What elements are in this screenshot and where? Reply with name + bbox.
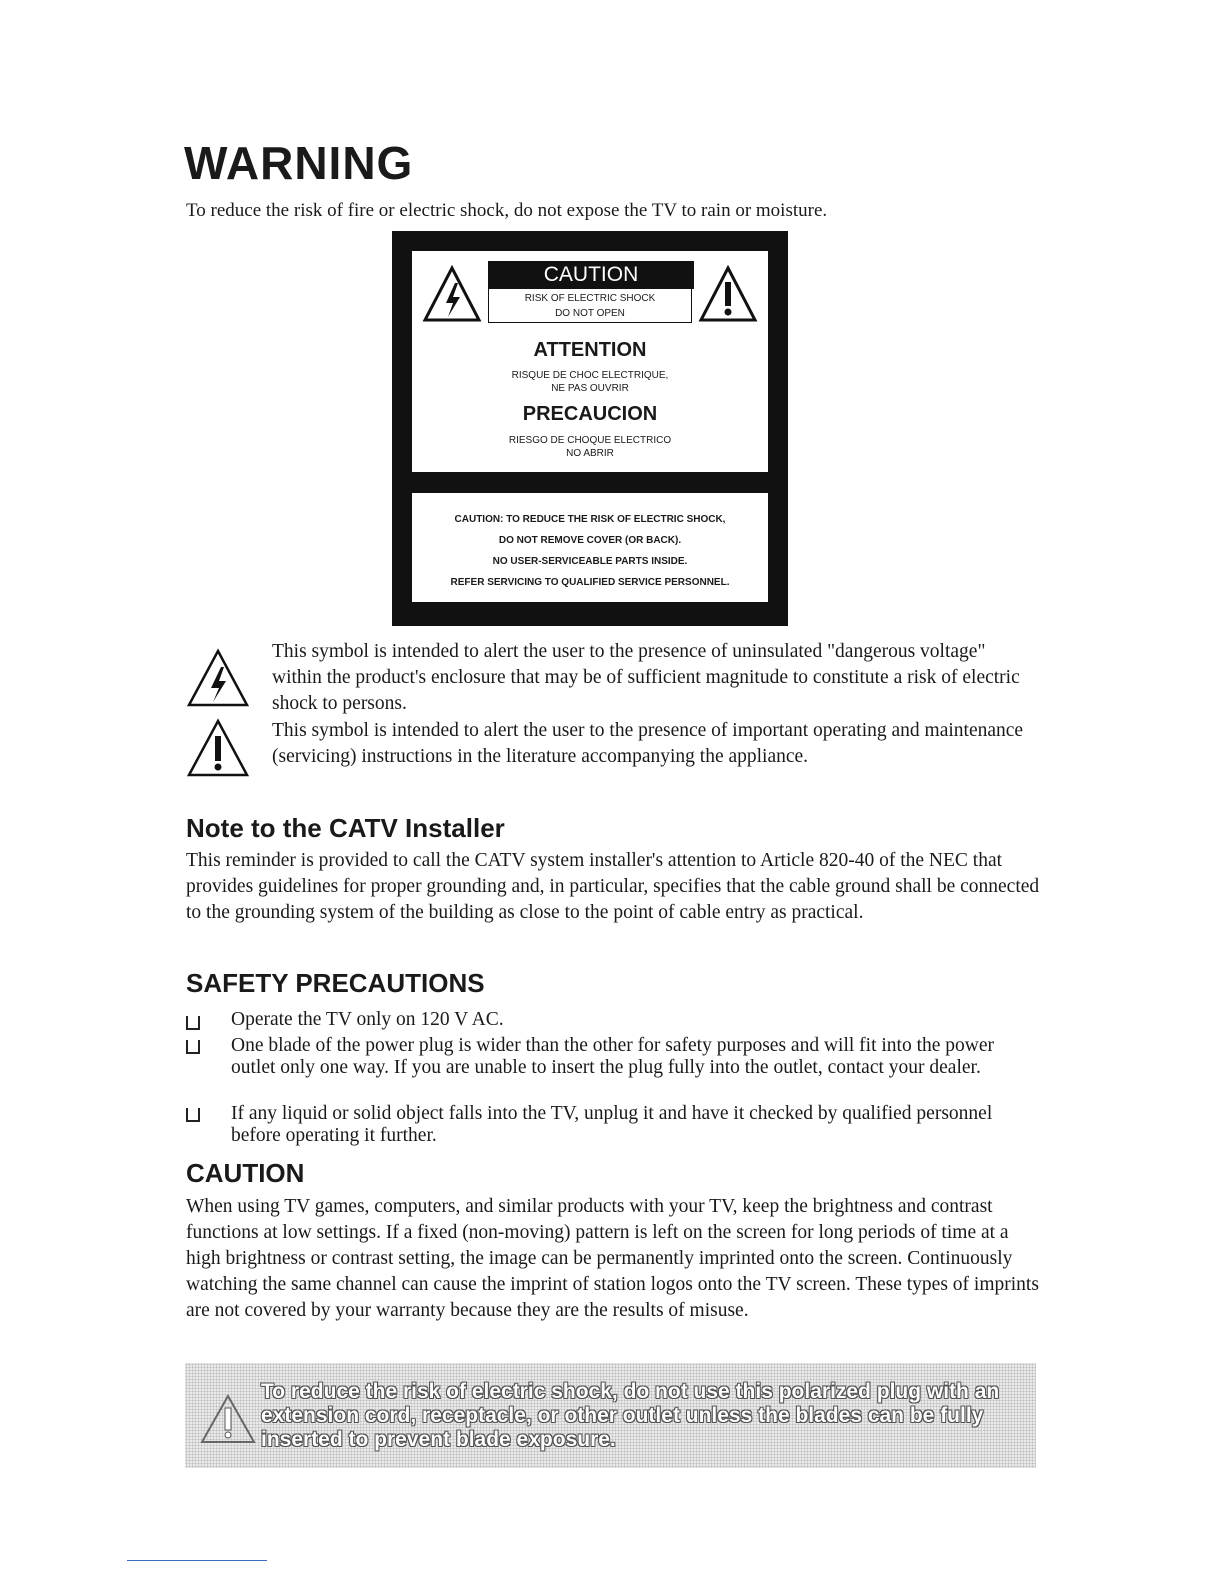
caution-label-top [412,251,768,472]
caution-label-bottom-text: CAUTION: TO REDUCE THE RISK OF ELECTRIC SHOCK, DO NOT REMOVE COVER (OR BACK). NO USER-SERVICEABLE PARTS INSIDE. REFER SERVICING TO QUALIFIED SERVICE PERSONNEL. [450,514,730,588]
caution-heading: CAUTION [186,1158,305,1188]
polarized-plug-banner [185,1363,1036,1468]
precaucion-title: PRECAUCION [522,403,658,425]
checkbox-icon [186,1108,200,1122]
checkbox-icon [186,1040,200,1054]
catv-heading: Note to the CATV Installer [186,813,505,843]
catv-body: This reminder is provided to call the CATV system installer's attention to Article 820-40 of the NEC that provides guidelines for proper grounding and, in particular, specifies that the cable ground shall be connected to the grounding system of the building as close to the point of cable entry as practical. [186,850,1040,923]
caution-body: When using TV games, computers, and similar products with your TV, keep the brightness and contrast functions at low settings. If a fixed (non-moving) pattern is left on the screen for long periods of time at a high brightness or contrast setting, the image can be permanently imprinted onto the screen. Continuously watching the same channel can cause the imprint of station logos onto the TV screen. These types of imprints are not covered by your warranty because they are the results of misuse. [186,1196,1039,1321]
list-item: One blade of the power plug is wider than the other for safety purposes and will fit into the power outlet only one way. If you are unable to insert the plug fully into the outlet, contact your dealer. [231,1035,995,1078]
footer-divider [127,1560,267,1561]
exclamation-warning-icon [186,718,250,778]
lightning-warning-icon [422,265,482,323]
exclamation-warning-icon [698,265,758,323]
exclamation-symbol-text: This symbol is intended to alert the user to the presence of important operating and maintenance (servicing) instructions in the literature accompanying the appliance. [272,720,1024,767]
attention-subtext: RISQUE DE CHOC ELECTRIQUE, NE PAS OUVRIR [511,370,669,394]
checkbox-icon [186,1016,200,1030]
caution-title: CAUTION [488,261,694,289]
list-item: If any liquid or solid object falls into the TV, unplug it and have it checked by qualified personnel before operating it further. [231,1103,993,1146]
attention-title: ATTENTION [533,339,647,361]
caution-label-bottom [412,493,768,602]
safety-heading: SAFETY PRECAUTIONS [186,968,485,998]
list-item: Operate the TV only on 120 V AC. [231,1009,504,1030]
caution-label-box [392,231,788,626]
lightning-warning-icon [186,648,250,708]
exclamation-warning-icon [199,1393,257,1445]
precaucion-subtext: RIESGO DE CHOQUE ELECTRICO NO ABRIR [508,435,672,459]
warning-intro: To reduce the risk of fire or electric shock, do not expose the TV to rain or moisture. [186,200,828,221]
banner-text: To reduce the risk of electric shock, do not use this polarized plug with an extension cord, receptacle, or other outlet unless the blades can be fully inserted to prevent blade exposure. [261,1380,1000,1451]
warning-heading: WARNING [184,137,414,189]
caution-subtext: RISK OF ELECTRIC SHOCK DO NOT OPEN [488,289,692,323]
voltage-symbol-text: This symbol is intended to alert the user to the presence of uninsulated "dangerous voltage" within the product's enclosure that may be of sufficient magnitude to constitute a risk of electric shock to persons. [272,641,1020,714]
